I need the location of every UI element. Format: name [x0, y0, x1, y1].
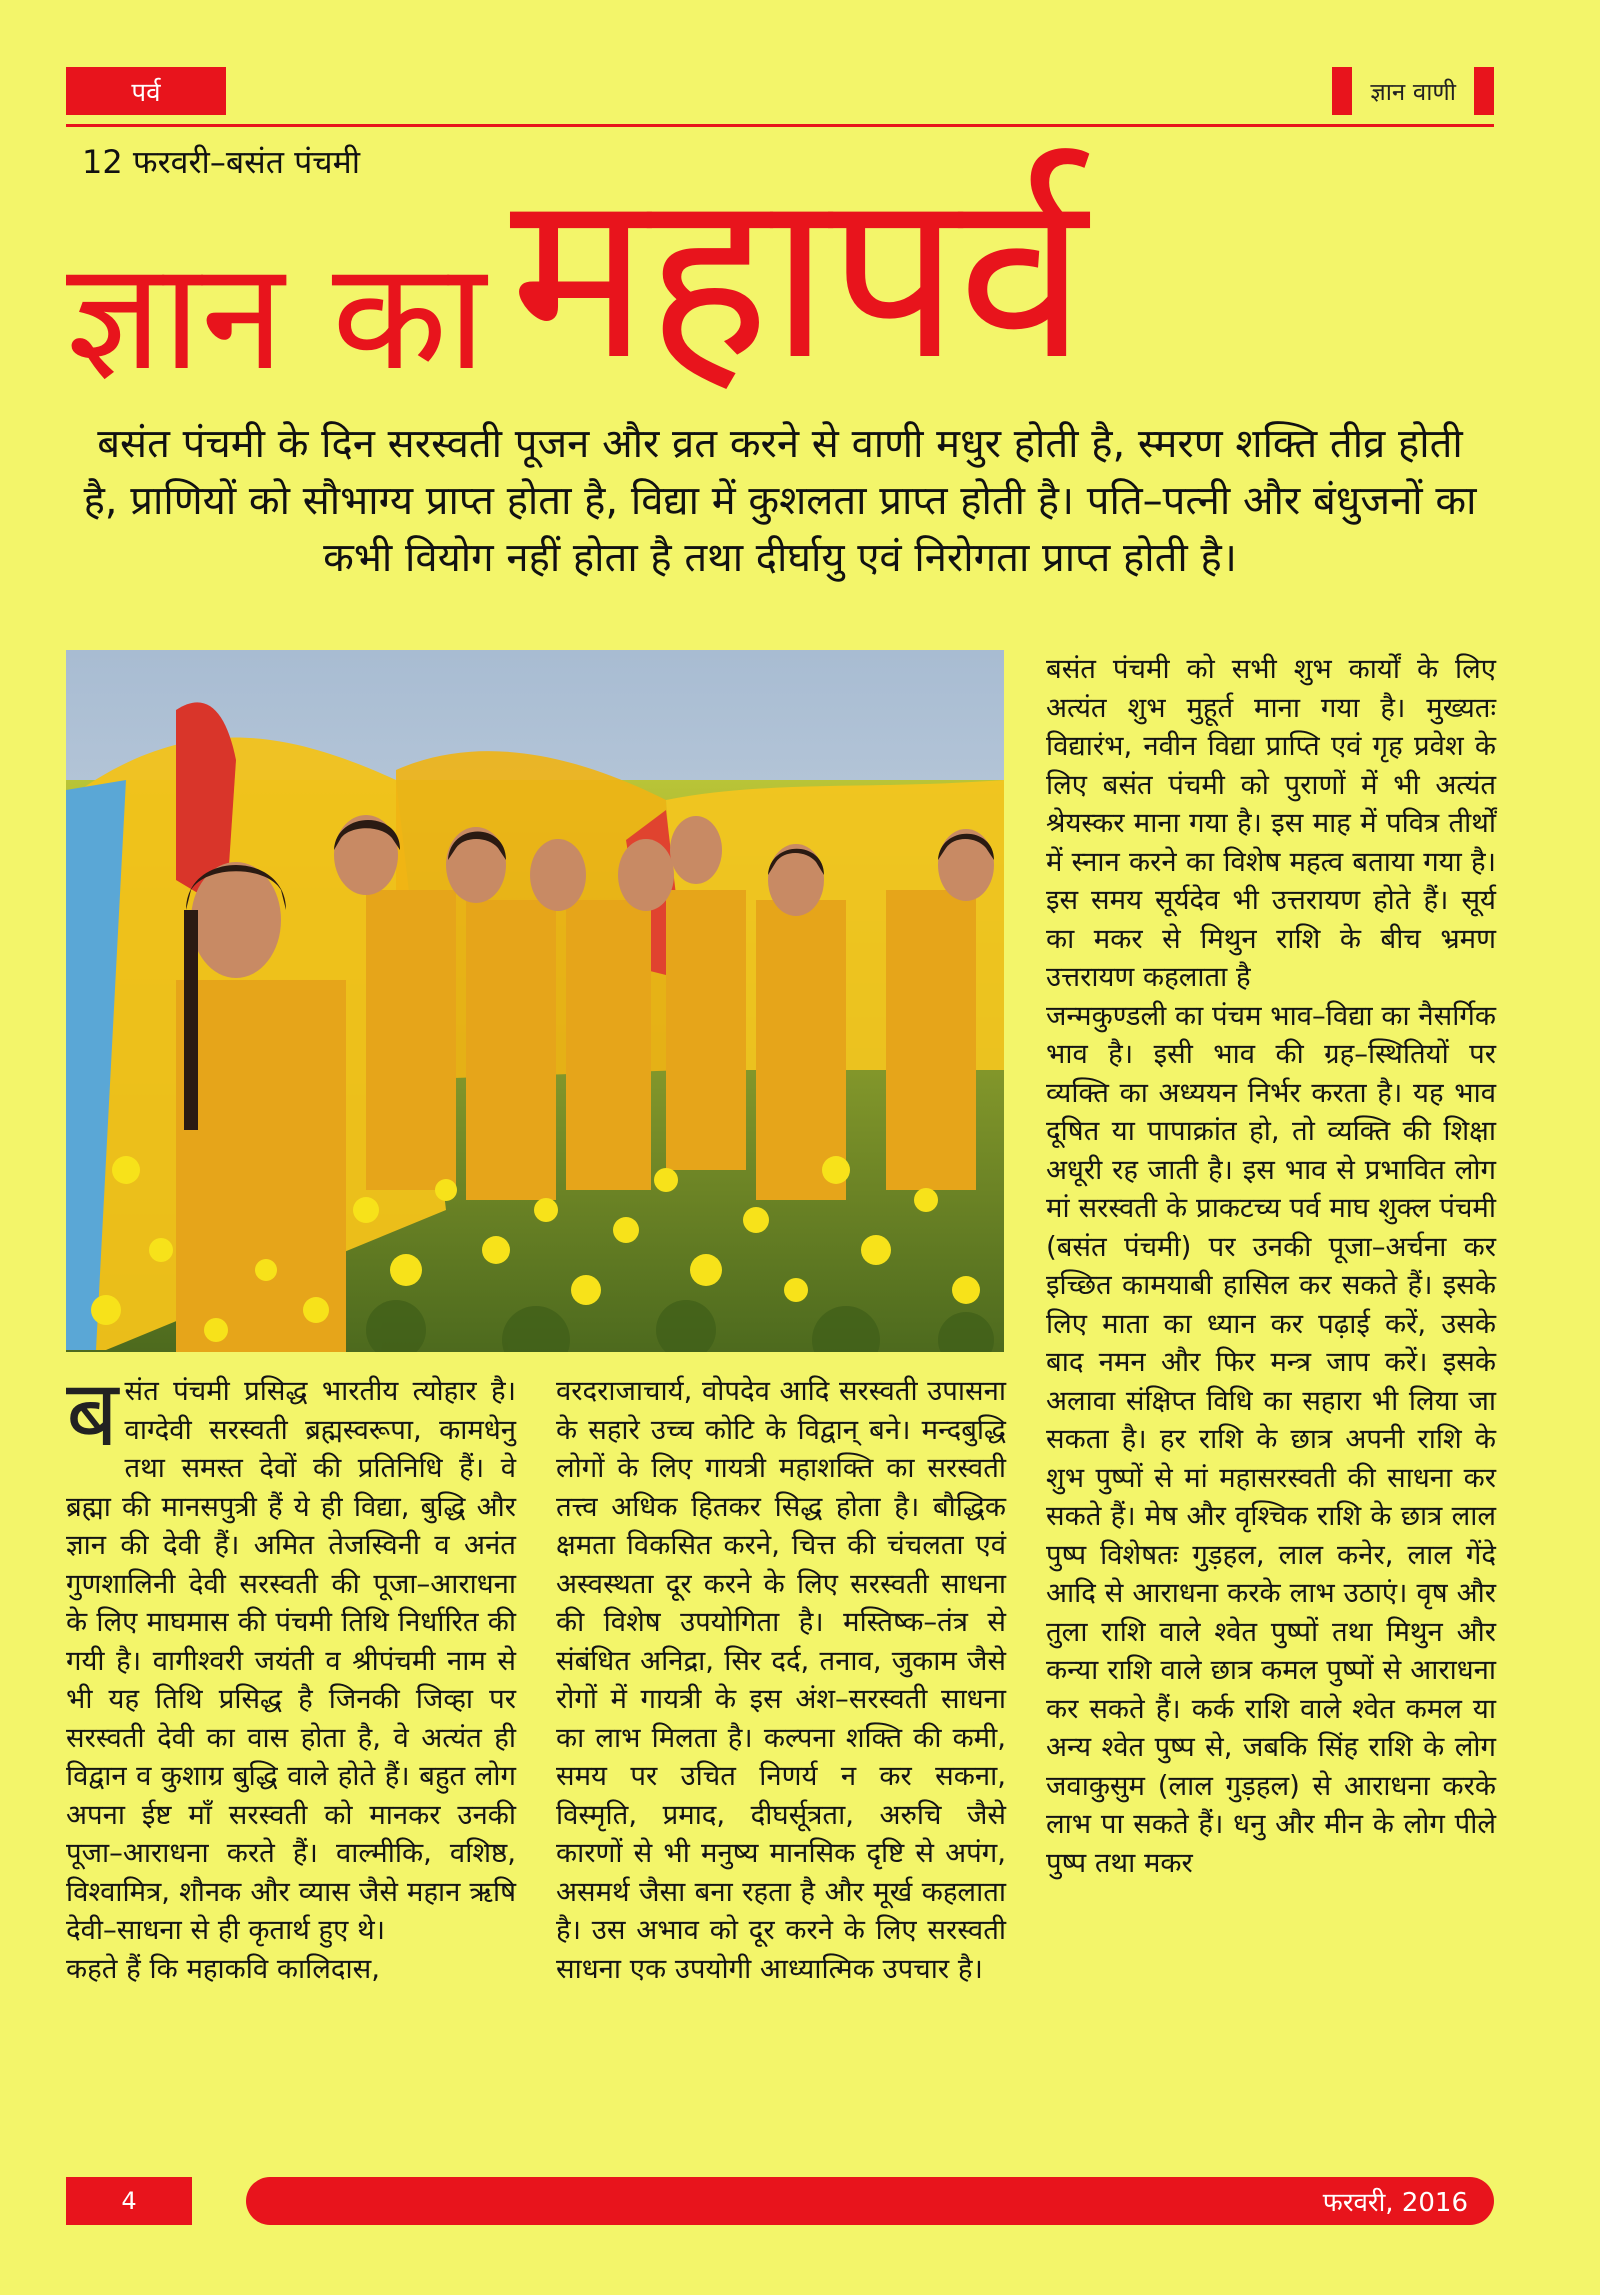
publication-block: [1332, 67, 1494, 115]
column-1-paragraph-2: कहते हैं कि महाकवि कालिदास,: [66, 1952, 380, 1985]
festival-photo: [66, 650, 1004, 1352]
date-line: 12 फरवरी–बसंत पंचमी: [82, 143, 361, 181]
footer-bar: [246, 2177, 1494, 2225]
page-number: 4: [66, 2177, 192, 2225]
festival-photo-illustration: [66, 650, 1004, 1352]
issue-date: फरवरी, 2016: [1322, 2188, 1468, 2218]
headline-part-1: ज्ञान का: [66, 230, 486, 404]
publication-name: ज्ञान वाणी: [1370, 77, 1456, 106]
body-column-2: [556, 1372, 1006, 1988]
publication-bar-left: [1332, 67, 1352, 115]
header-rule: [66, 124, 1494, 127]
lead-paragraph: बसंत पंचमी के दिन सरस्वती पूजन और व्रत करने से वाणी मधुर होती है, स्मरण शक्ति तीव्र होती है, प्राणियों को सौभाग्य प्राप्त होता है, विद्या में कुशलता प्राप्त होती है। पति–पत्नी और बंधुजनों का कभी वियोग नहीं होता है तथा दीर्घायु एवं निरोगता प्राप्त होती है।: [83, 421, 1477, 581]
publication-bar-right: [1474, 67, 1494, 115]
headline-part-2: महापर्व: [509, 141, 1085, 411]
column-1-text: संत पंचमी प्रसिद्ध भारतीय त्योहार है। वाग्देवी सरस्वती ब्रह्मस्वरूपा, कामधेनु तथा समस्त देवों की प्रतिनिधि हैं। वे ब्रह्मा की मानसपुत्री हैं ये ही विद्या, बुद्धि और ज्ञान की देवी हैं। अमित तेजस्विनी व अनंत गुणशालिनी देवी सरस्वती की पूजा–आराधना के लिए माघमास की पंचमी तिथि निर्धारित की गयी है। वागीश्वरी जयंती व श्रीपंचमी नाम से भी यह तिथि प्रसिद्ध है जिनकी जिव्हा पर सरस्वती देवी का वास होता है, वे अत्यंत ही विद्वान व कुशाग्र बुद्धि वाले होते हैं। बहुत लोग अपना ईष्ट माँ सरस्वती को मानकर उनकी पूजा–आराधना करते हैं। वाल्मीकि, वशिष्ठ, विश्वामित्र, शौनक और व्यास जैसे महान ऋषि देवी–साधना से ही कृतार्थ हुए थे।: [66, 1375, 516, 1946]
headline: [66, 141, 1506, 411]
body-column-1: [66, 1360, 516, 1988]
column-3-paragraph-2: जन्मकुण्डली का पंचम भाव–विद्या का नैसर्गिक भाव है। इसी भाव की ग्रह–स्थितियों पर व्यक्ति का अध्ययन निर्भर करता है। यह भाव दूषित या पापाक्रांत हो, तो व्यक्ति की शिक्षा अधूरी रह जाती है। इस भाव से प्रभावित लोग मां सरस्वती के प्राकटच्य पर्व माघ शुक्ल पंचमी (बसंत पंचमी) पर उनकी पूजा–अर्चना कर इच्छित कामयाबी हासिल कर सकते हैं। इसके लिए माता का ध्यान कर पढ़ाई करें, उसके बाद नमन और फिर मन्त्र जाप करें। इसके अलावा संक्षिप्त विधि का सहारा भी लिया जा सकता है। हर राशि के छात्र अपनी राशि के शुभ पुष्पों से मां महासरस्वती की साधना कर सकते हैं। मेष और वृश्चिक राशि के छात्र लाल पुष्प विशेषतः गुड़हल, लाल कनेर, लाल गेंदे आदि से आराधना करके लाभ उठाएं। वृष और तुला राशि वाले श्वेत पुष्पों तथा मिथुन और कन्या राशि वाले छात्र कमल पुष्पों से आराधना कर सकते हैं। कर्क राशि वाले श्वेत कमल या अन्य श्वेत पुष्प से, जबकि सिंह राशि के लोग जवाकुसुम (लाल गुड़हल) से आराधना करके लाभ पा सकते हैं। धनु और मीन के लोग पीले पुष्प तथा मकर: [1046, 999, 1496, 1879]
column-2-paragraph-1: वरदराजाचार्य, वोपदेव आदि सरस्वती उपासना के सहारे उच्च कोटि के विद्वान् बने। मन्दबुद्धि लोगों के लिए गायत्री महाशक्ति का सरस्वती तत्त्व अधिक हितकर सिद्ध होता है। बौद्धिक क्षमता विकसित करने, चित्त की चंचलता एवं अस्वस्थता दूर करने के लिए सरस्वती साधना की विशेष उपयोगिता है। मस्तिष्क–तंत्र से संबंधित अनिद्रा, सिर दर्द, तनाव, जुकाम जैसे रोगों में गायत्री के इस अंश–सरस्वती साधना का लाभ मिलता है। कल्पना शक्ति की कमी, समय पर उचित निणर्य न कर सकना, विस्मृति, प्रमाद, दीघर्सूत्रता, अरुचि जैसे कारणों से भी मनुष्य मानसिक दृष्टि से अपंग, असमर्थ जैसा बना रहता है और मूर्ख कहलाता है। उस अभाव को दूर करने के लिए सरस्वती साधना एक उपयोगी आध्यात्मिक उपचार है।: [556, 1375, 1006, 1985]
body-column-3: [1046, 650, 1496, 1882]
column-1-paragraph-1: [66, 1360, 516, 1950]
section-label: पर्व: [66, 67, 226, 115]
column-3-paragraph-1: बसंत पंचमी को सभी शुभ कार्यों के लिए अत्यंत शुभ मुहूर्त माना गया है। मुख्यतः विद्यारंभ, नवीन विद्या प्राप्ति एवं गृह प्रवेश के लिए बसंत पंचमी को पुराणों में भी अत्यंत श्रेयस्कर माना गया है। इस माह में पवित्र तीर्थों में स्नान करने का विशेष महत्व बताया गया है। इस समय सूर्यदेव भी उत्तरायण होते हैं। सूर्य का मकर से मिथुन राशि के बीच भ्रमण उत्तरायण कहलाता है: [1046, 653, 1496, 993]
drop-cap: ब: [66, 1360, 119, 1467]
